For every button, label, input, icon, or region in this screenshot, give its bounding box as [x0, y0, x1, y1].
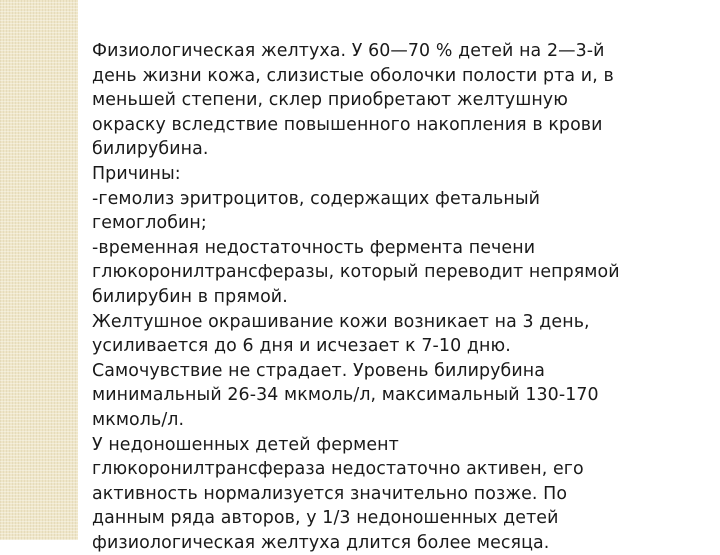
text-line: глюкоронилтрансфераза недостаточно активен, его	[92, 459, 584, 480]
text-line: день жизни кожа, слизистые оболочки полости рта и, в	[92, 65, 614, 86]
slide-body-text	[92, 39, 704, 555]
text-line: У недоношенных детей фермент	[92, 434, 399, 455]
text-line: глюкоронилтрансферазы, который переводит непрямой	[92, 262, 620, 283]
text-line: Причины:	[92, 163, 181, 184]
text-line: Самочувствие не страдает. Уровень билирубина	[92, 360, 545, 381]
text-line: данным ряда авторов, у 1/3 недоношенных детей	[92, 508, 559, 529]
text-line: мкмоль/л.	[92, 409, 185, 430]
text-line: -временная недостаточность фермента печени	[92, 237, 536, 258]
text-line: усиливается до 6 дня и исчезает к 7-10 дню.	[92, 336, 511, 357]
text-line: билирубин в прямой.	[92, 286, 288, 307]
text-line: билирубина.	[92, 139, 209, 160]
text-line: Желтушное окрашивание кожи возникает на 3 день,	[92, 311, 590, 332]
text-line: -гемолиз эритроцитов, содержащих фетальный	[92, 188, 541, 209]
decorative-side-strip	[0, 0, 78, 540]
text-line: окраску вследствие повышенного накопления в крови	[92, 114, 603, 135]
text-line: меньшей степени, склер приобретают желтушную	[92, 90, 568, 111]
text-line: активность нормализуется значительно позже. По	[92, 483, 568, 504]
text-line: гемоглобин;	[92, 213, 207, 234]
text-line: физиологическая желтуха длится более месяца.	[92, 532, 550, 553]
text-line: минимальный 26-34 мкмоль/л, максимальный 130-170	[92, 385, 599, 406]
text-line: Физиологическая желтуха. У 60—70 % детей на 2—3-й	[92, 41, 605, 61]
